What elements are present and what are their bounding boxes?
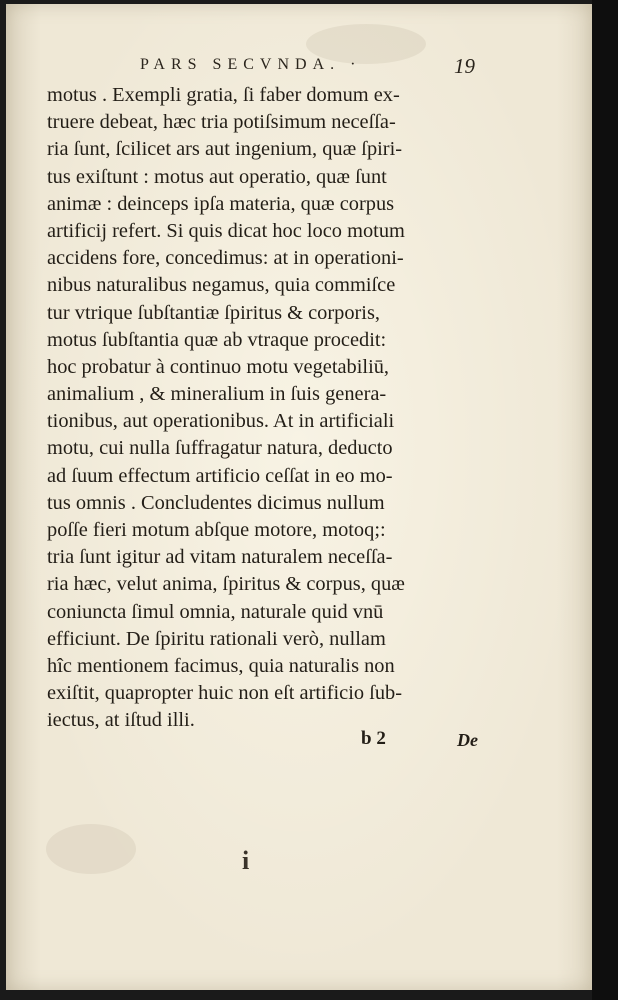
- text-line: exiſtit, quapropter huic non eſt artificio ſub-: [47, 682, 403, 705]
- text-line: tria ſunt igitur ad vitam naturalem neceſſa-: [47, 546, 393, 569]
- text-line: artificij refert. Si quis dicat hoc loco motum: [47, 219, 405, 242]
- text-line: ad ſuum effectum artificio ceſſat in eo mo-: [47, 464, 393, 487]
- text-line: motus ſubſtantia quæ ab vtraque procedit:: [47, 328, 387, 351]
- text-line: accidens fore, concedimus: at in operationi-: [47, 247, 404, 270]
- page-header: [6, 56, 592, 80]
- text-line: ria hæc, velut anima, ſpiritus & corpus, quæ: [47, 573, 405, 596]
- signature-mark: b 2: [361, 728, 386, 749]
- text-line: truere debeat, hæc tria potiſsimum neceſſa-: [47, 111, 396, 134]
- body-text: [47, 82, 493, 735]
- text-line: tur vtrique ſubſtantiæ ſpiritus & corporis,: [47, 301, 381, 324]
- catchword: De: [457, 730, 478, 750]
- text-line: animalium , & mineralium in ſuis genera-: [47, 383, 387, 406]
- text-line: tionibus, aut operationibus. At in artificiali: [47, 410, 395, 433]
- text-line: ria ſunt, ſcilicet ars aut ingenium, quæ ſpiri-: [47, 138, 403, 161]
- text-line: hîc mentionem facimus, quia naturalis non: [47, 654, 395, 677]
- paper-stain: [46, 824, 136, 874]
- text-line: tus omnis . Concludentes dicimus nullum: [47, 491, 385, 514]
- book-page: [6, 4, 592, 990]
- text-line: hoc probatur à continuo motu vegetabiliū,: [47, 355, 390, 378]
- showthrough-glyph: i: [242, 846, 250, 875]
- text-line: nibus naturalibus negamus, quia commiſce: [47, 274, 396, 297]
- text-line: motu, cui nulla ſuffragatur natura, deducto: [47, 437, 393, 460]
- text-line: motus . Exempli gratia, ſi faber domum ex-: [47, 84, 400, 106]
- text-line: animæ : deinceps ipſa materia, quæ corpus: [47, 192, 395, 215]
- text-line: efficiunt. De ſpiritu rationali verò, nullam: [47, 627, 386, 650]
- scan-border: [592, 0, 618, 1000]
- folio-number: 19: [454, 54, 475, 78]
- text-line: poſſe fieri motum abſque motore, motoq;:: [47, 519, 386, 541]
- running-head: PARS SECVNDA. ·: [140, 56, 362, 73]
- text-line: iectus, at iſtud illi.: [47, 709, 195, 732]
- text-line: tus exiſtunt : motus aut operatio, quæ ſunt: [47, 165, 387, 188]
- text-line: coniuncta ſimul omnia, naturale quid vnū: [47, 600, 384, 623]
